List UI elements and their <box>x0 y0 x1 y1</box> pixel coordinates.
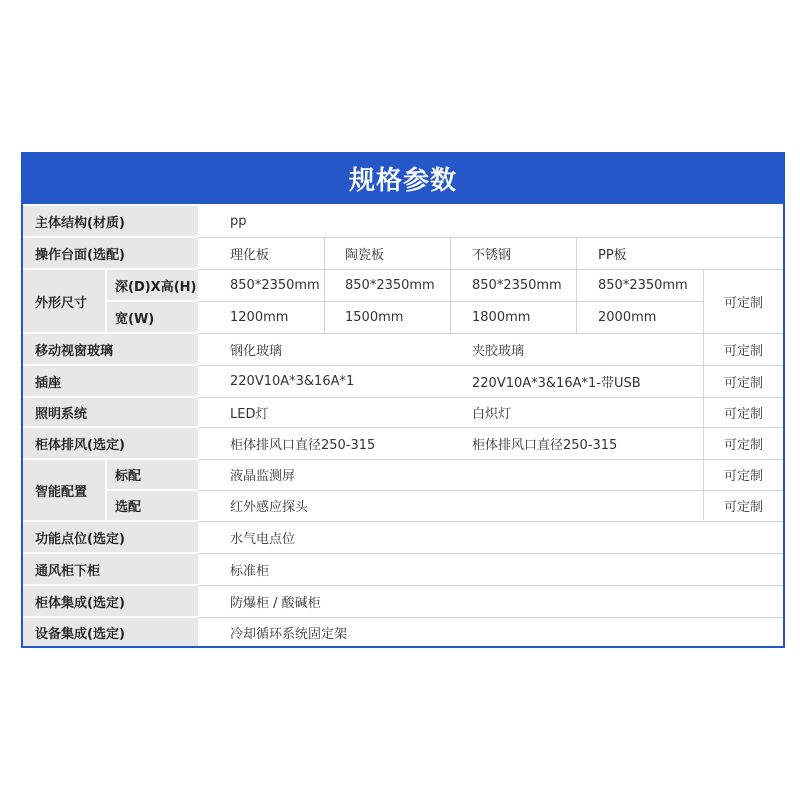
row-label-material: 主体结构(材质) <box>23 206 198 236</box>
exhaust-custom: 可定制 <box>704 428 783 458</box>
exhaust-value: 柜体排风口直径250-315 <box>222 428 452 458</box>
worktop-option: 不锈钢 <box>464 238 574 268</box>
grid-line <box>198 617 783 618</box>
row-label-smart: 智能配置 <box>23 460 105 520</box>
smart-standard-custom: 可定制 <box>704 460 783 489</box>
grid-line <box>198 490 783 491</box>
size-width-label: 宽(W) <box>107 302 198 332</box>
grid-line <box>576 238 577 333</box>
equipment-integration-value: 冷却循环系统固定架 <box>222 618 522 646</box>
row-label-exhaust: 柜体排风(选定) <box>23 428 198 458</box>
grid-line <box>198 333 783 334</box>
exhaust-value: 柜体排风口直径250-315 <box>464 428 694 458</box>
grid-line <box>198 301 704 302</box>
row-label-function-points: 功能点位(选定) <box>23 522 198 552</box>
worktop-option: 理化板 <box>222 238 322 268</box>
row-label-glass: 移动视窗玻璃 <box>23 334 198 364</box>
width-value: 1800mm <box>464 302 574 332</box>
cabinet-integration-value: 防爆柜 / 酸碱柜 <box>222 586 522 616</box>
smart-standard-value: 液晶监测屏 <box>222 460 522 489</box>
smart-standard-label: 标配 <box>107 460 198 489</box>
glass-custom: 可定制 <box>704 334 783 364</box>
function-points-value: 水气电点位 <box>222 522 522 552</box>
grid-line <box>450 238 451 333</box>
worktop-option: 陶瓷板 <box>337 238 447 268</box>
grid-line <box>198 585 783 586</box>
row-label-lighting: 照明系统 <box>23 398 198 426</box>
row-label-size: 外形尺寸 <box>23 270 105 332</box>
grid-line <box>198 237 783 238</box>
smart-optional-custom: 可定制 <box>704 491 783 520</box>
grid-line <box>198 365 783 366</box>
row-label-socket: 插座 <box>23 366 198 396</box>
row-label-lower-cabinet: 通风柜下柜 <box>23 554 198 584</box>
width-value: 2000mm <box>590 302 700 332</box>
depth-value: 850*2350mm <box>222 270 332 300</box>
grid-line <box>198 521 783 522</box>
socket-custom: 可定制 <box>704 366 783 396</box>
grid-line <box>703 270 704 520</box>
grid-line <box>198 397 783 398</box>
depth-value: 850*2350mm <box>590 270 700 300</box>
lighting-value: LED灯 <box>222 398 442 426</box>
spec-title: 规格参数 <box>21 152 785 204</box>
socket-value: 220V10A*3&16A*1 <box>222 366 452 396</box>
glass-value: 夹胶玻璃 <box>464 334 684 364</box>
grid-line <box>198 427 783 428</box>
width-value: 1500mm <box>337 302 447 332</box>
size-depth-label: 深(D)X高(H) <box>107 270 198 300</box>
glass-value: 钢化玻璃 <box>222 334 442 364</box>
depth-value: 850*2350mm <box>337 270 457 300</box>
smart-optional-label: 选配 <box>107 491 198 520</box>
grid-line <box>198 553 783 554</box>
socket-value: 220V10A*3&16A*1-带USB <box>464 366 694 396</box>
grid-line <box>324 238 325 333</box>
width-value: 1200mm <box>222 302 322 332</box>
row-label-equipment-integration: 设备集成(选定) <box>23 618 198 646</box>
lower-cabinet-value: 标准柜 <box>222 554 522 584</box>
row-label-cabinet-integration: 柜体集成(选定) <box>23 586 198 616</box>
worktop-option: PP板 <box>590 238 700 268</box>
grid-line <box>198 269 783 270</box>
smart-optional-value: 红外感应探头 <box>222 491 522 520</box>
row-label-worktop: 操作台面(选配) <box>23 238 198 268</box>
lighting-custom: 可定制 <box>704 398 783 426</box>
depth-value: 850*2350mm <box>464 270 574 300</box>
material-value: pp <box>222 206 522 236</box>
size-custom: 可定制 <box>704 270 783 332</box>
grid-line <box>198 459 783 460</box>
lighting-value: 白炽灯 <box>464 398 684 426</box>
